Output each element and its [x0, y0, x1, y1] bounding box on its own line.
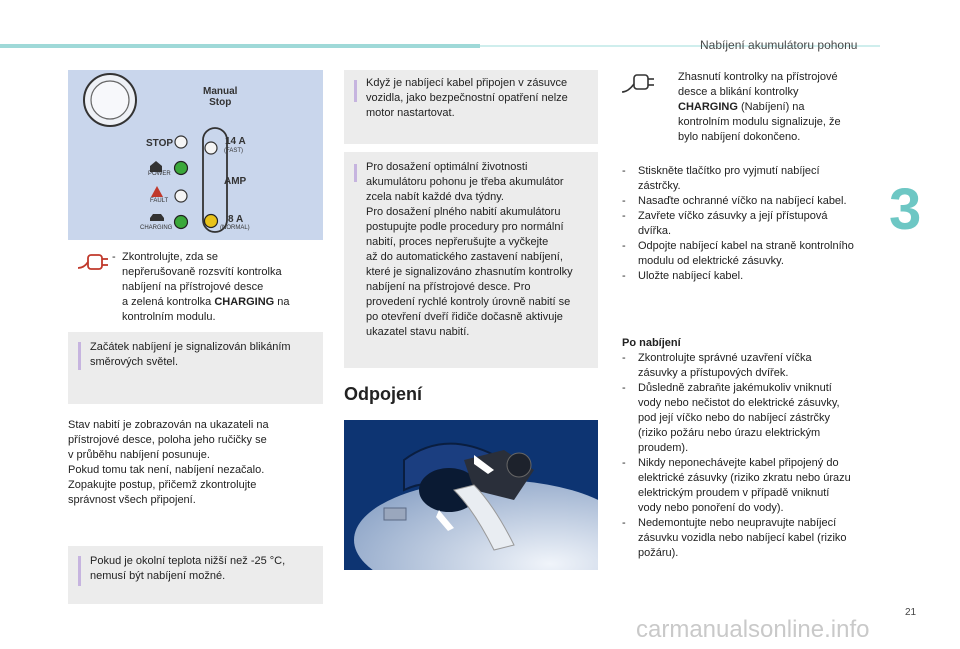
check-instruction: - Zkontrolujte, zda se nepřerušovaně rozsvítí kontrolka nabíjení na přístrojové desce a zelená kontrolka CHARGING na kontrolním modulu. — [112, 251, 290, 323]
amp-8-label: 8 A — [228, 214, 244, 225]
amp-label: AMP — [224, 176, 247, 187]
note-battery-life: Pro dosažení optimální životnosti akumulátoru pohonu je třeba akumulátor zcela nabít každé dva týdny. Pro dosažení plného nabití akumulátoru postupujte podle procedury pro normální nabití, proces nepřerušujte a vyčkejte až do automatického zastavení nabíjení, které je signalizováno zhasnutím kontrolky nabíjení na přístrojové desce. Pro provedení rychlé kontroly úrovně nabití se po otevření dveří řidiče dočasně aktivuje ukazatel stavu nabití. — [344, 152, 598, 368]
amp-14-label: 14 A — [225, 136, 246, 147]
disconnect-steps — [622, 164, 890, 284]
charging-complete-status: Zhasnutí kontrolky na přístrojové desce a blikání kontrolky CHARGING (Nabíjení) na kontrolním modulu signalizuje, že bylo nabíjení dokončeno. — [678, 71, 841, 143]
step-item: - Odpojte nabíjecí kabel na straně kontrolního modulu od elektrické zásuvky. — [622, 239, 890, 269]
step-item: - Uložte nabíjecí kabel. — [622, 269, 890, 284]
fast-label: (FAST) — [224, 148, 243, 154]
step-item: - Nasaďte ochranné víčko na nabíjecí kabel. — [622, 194, 890, 209]
control-module-drawing — [68, 70, 323, 240]
header-bar — [0, 44, 480, 48]
after-charging-section — [622, 336, 890, 561]
disconnect-photo — [344, 420, 598, 570]
charging-plug-icon — [78, 252, 114, 272]
charging-label: CHARGING — [140, 225, 173, 231]
step-item: - Zavřete víčko zásuvky a její přístupová dvířka. — [622, 209, 890, 239]
after-charging-item: - Nedemontujte nebo neupravujte nabíjecí zásuvku vozidla nebo nabíjecí kabel (riziko požáru). — [622, 516, 890, 561]
charging-plug-off-icon — [622, 72, 658, 96]
after-charging-title: Po nabíjení — [622, 337, 681, 349]
power-label: POWER — [148, 171, 171, 177]
normal-label: (NORMAL) — [220, 225, 250, 231]
page-header-title: Nabíjení akumulátoru pohonu — [700, 38, 858, 52]
stop-label: STOP — [146, 138, 174, 149]
chapter-number: 3 — [889, 177, 922, 242]
after-charging-item: - Důsledně zabraňte jakémukoliv vniknutí vody nebo nečistot do elektrické zásuvky, pod její víčko nebo do nabíjecí zástrčky (riziko požáru nebo úrazu elektrickým proudem). — [622, 381, 890, 456]
page-number: 21 — [905, 607, 917, 618]
step-item: - Stiskněte tlačítko pro vyjmutí nabíjecí zástrčky. — [622, 164, 890, 194]
charging-port-drawing — [344, 420, 598, 570]
manual-stop-label: Manual Stop — [203, 86, 238, 108]
note-indicators: Začátek nabíjení je signalizován blikáním směrových světel. — [68, 332, 323, 404]
after-charging-item: - Nikdy neponechávejte kabel připojený do elektrické zásuvky (riziko zkratu nebo úrazu elektrickým proudem v případě vniknutí vody nebo ponoření do vody). — [622, 456, 890, 516]
after-charging-item: - Zkontrolujte správné uzavření víčka zásuvky a přístupových dvířek. — [622, 351, 890, 381]
watermark: carmanualsonline.info — [636, 616, 870, 643]
control-module-illustration — [68, 70, 323, 240]
charge-status-paragraph: Stav nabití je zobrazován na ukazateli na přístrojové desce, poloha jeho ručičky se v průběhu nabíjení posunuje. Pokud tomu tak není, nabíjení nezačalo. Zopakujte postup, přičemž zkontrolujte správnost všech připojení. — [68, 419, 269, 506]
note-engine-start: Když je nabíjecí kabel připojen v zásuvce vozidla, jako bezpečnostní opatření nelze motor nastartovat. — [344, 70, 598, 144]
section-heading-disconnect: Odpojení — [344, 384, 422, 404]
note-temperature: Pokud je okolní teplota nižší než -25 °C, nemusí být nabíjení možné. — [68, 546, 323, 604]
fault-label: FAULT — [150, 198, 169, 204]
